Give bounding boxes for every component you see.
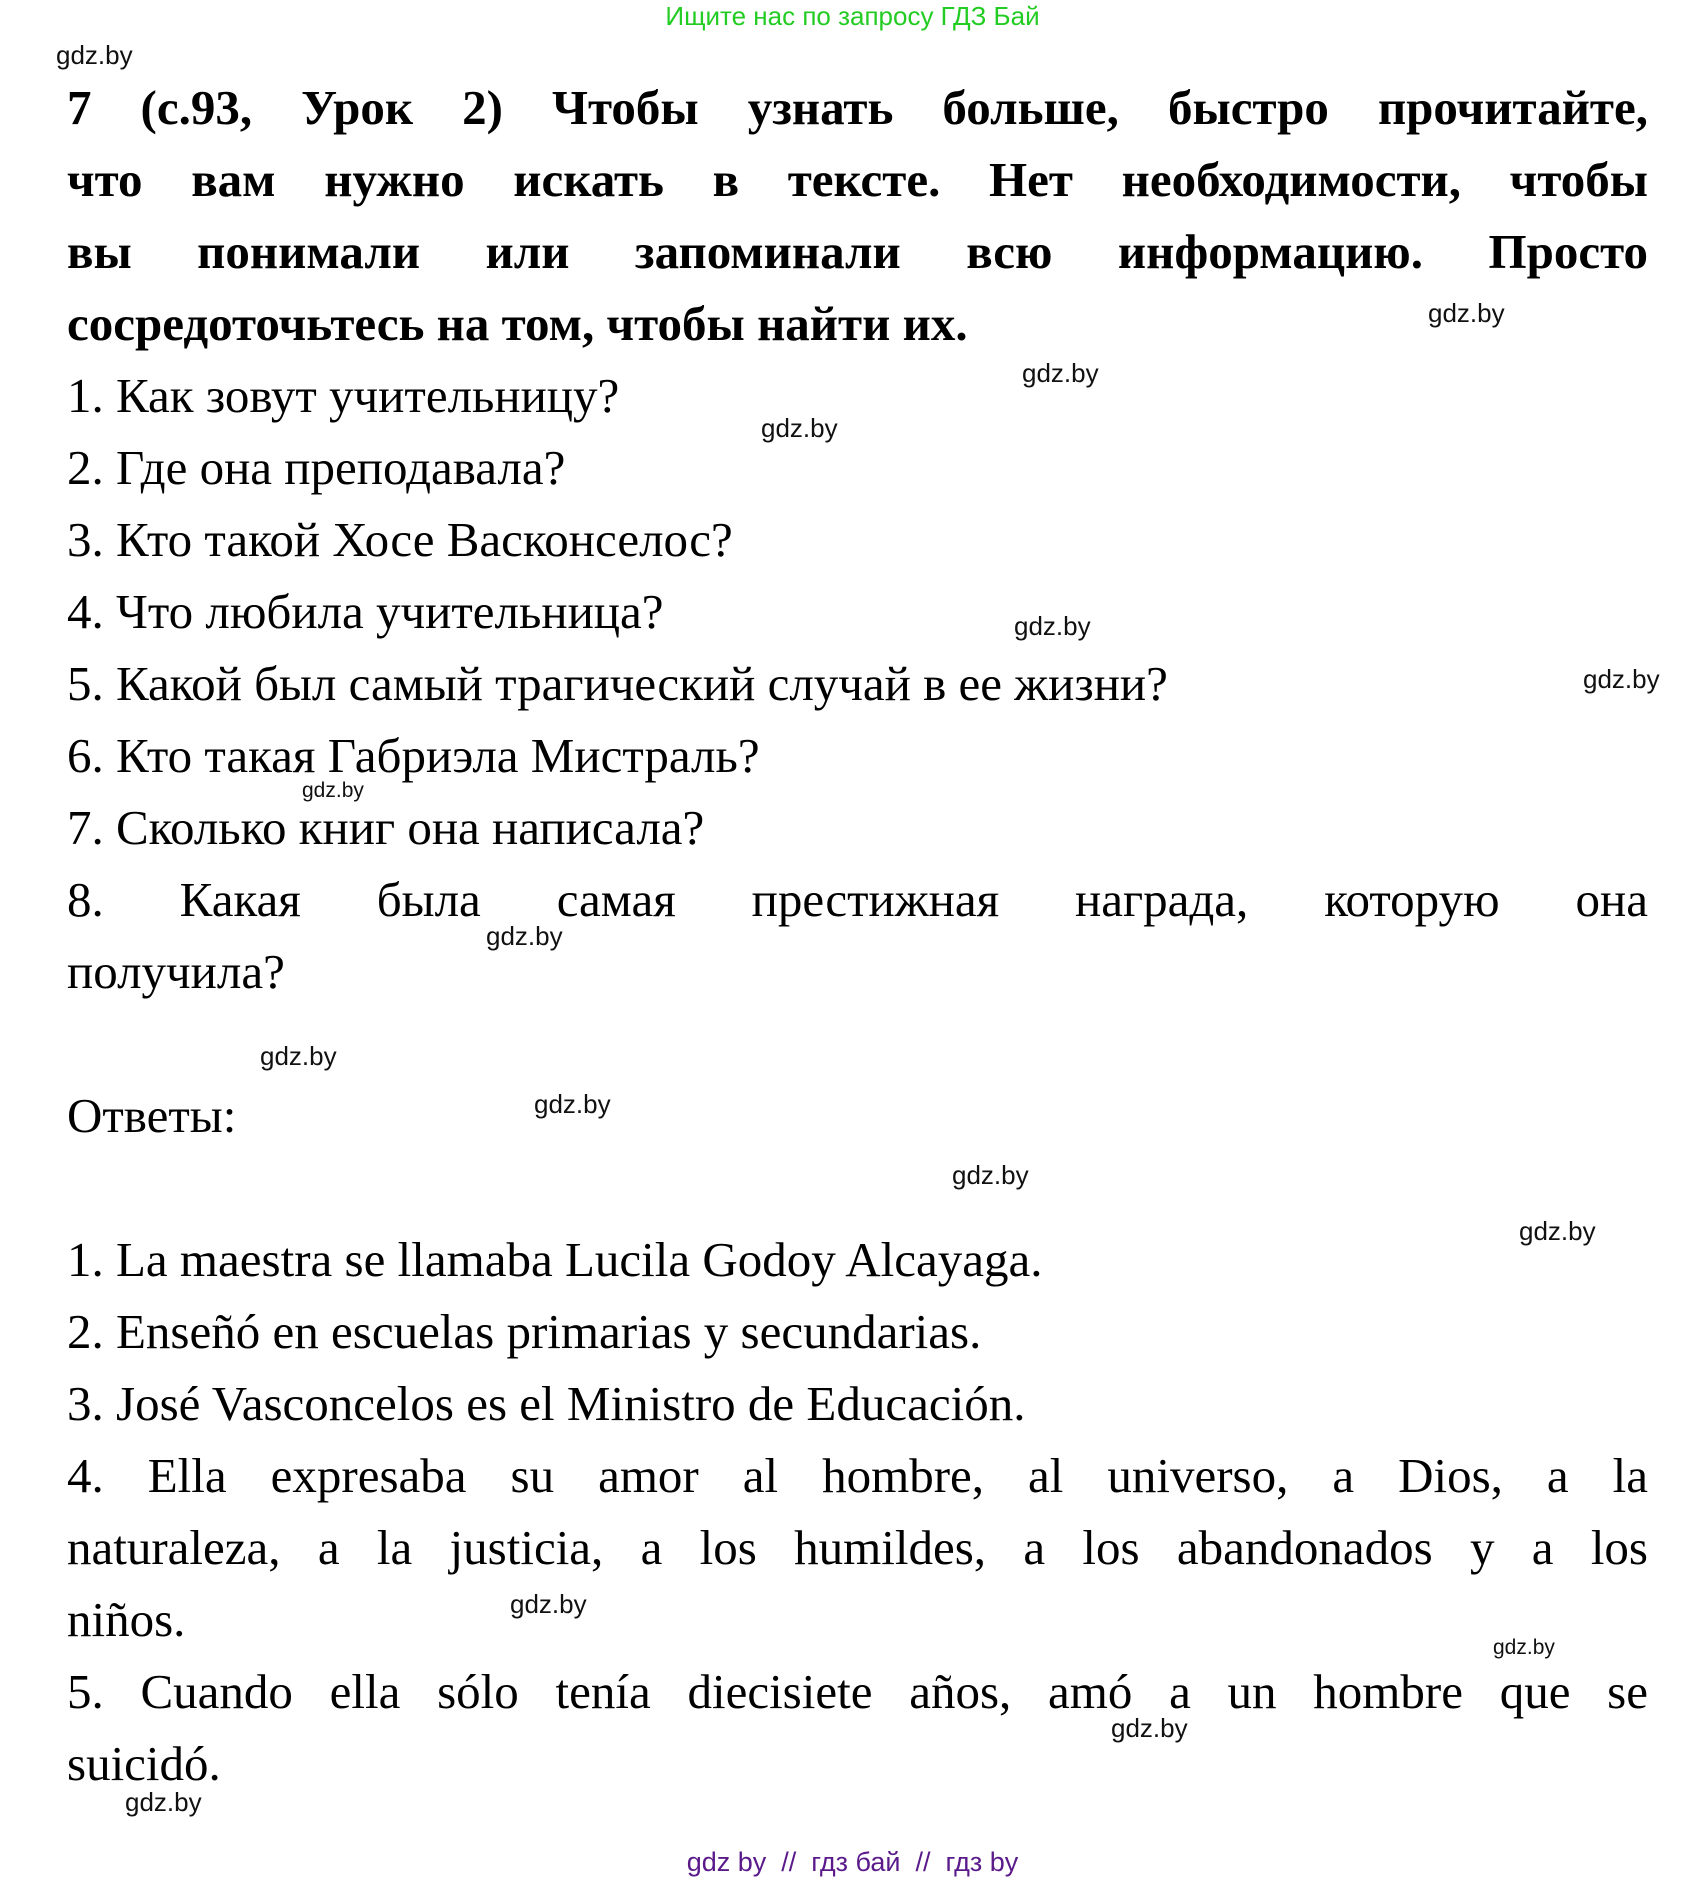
watermark: gdz.by — [1428, 298, 1505, 328]
answer: naturaleza, a la justicia, a los humildes, a los abandonados y a los — [67, 1520, 1648, 1575]
watermark: gdz.by — [1111, 1713, 1188, 1743]
answer: suicidó. — [67, 1736, 221, 1791]
question: 7. Сколько книг она написала? — [67, 800, 705, 855]
watermark: gdz.by — [302, 779, 364, 802]
task-line: сосредоточьтесь на том, чтобы найти их. — [67, 296, 968, 351]
watermark: gdz.by — [1014, 611, 1091, 641]
question: 2. Где она преподавала? — [67, 440, 566, 495]
watermark: gdz.by — [952, 1160, 1029, 1190]
question: 4. Что любила учительница? — [67, 584, 664, 639]
answer: niños. — [67, 1592, 186, 1647]
watermark: gdz.by — [534, 1089, 611, 1119]
bottom-banner: gdz by // гдз бай // гдз by — [686, 1847, 1019, 1877]
watermark: gdz.by — [1519, 1216, 1596, 1246]
watermark: gdz.by — [510, 1589, 587, 1619]
question: 1. Как зовут учительницу? — [67, 368, 620, 423]
answer: 5. Cuando ella sólo tenía diecisiete años, amó a un hombre que se — [67, 1664, 1648, 1719]
task-line: 7 (с.93, Урок 2) Чтобы узнать больше, быстро прочитайте, — [67, 80, 1648, 135]
watermark: gdz.by — [260, 1041, 337, 1071]
watermark: gdz.by — [1493, 1636, 1555, 1659]
question: 8. Какая была самая престижная награда, которую она — [67, 872, 1648, 927]
watermark: gdz.by — [486, 921, 563, 951]
watermark: gdz.by — [1022, 358, 1099, 388]
question: получила? — [67, 944, 285, 999]
top-banner: Ищите нас по запросу ГДЗ Бай — [665, 1, 1040, 31]
task-line: что вам нужно искать в тексте. Нет необходимости, чтобы — [67, 152, 1648, 207]
task-line: вы понимали или запоминали всю информацию. Просто — [67, 224, 1648, 279]
question: 5. Какой был самый трагический случай в ее жизни? — [67, 656, 1168, 711]
answer: 3. José Vasconcelos es el Ministro de Educación. — [67, 1376, 1026, 1431]
question: 6. Кто такая Габриэла Мистраль? — [67, 728, 760, 783]
answers-heading: Ответы: — [67, 1088, 237, 1143]
answer: 2. Enseñó en escuelas primarias y secundarias. — [67, 1304, 982, 1359]
watermark: gdz.by — [56, 40, 133, 70]
watermark: gdz.by — [1583, 664, 1660, 694]
question: 3. Кто такой Хосе Васконселос? — [67, 512, 733, 567]
answer: 4. Ella expresaba su amor al hombre, al universo, a Dios, a la — [67, 1448, 1648, 1503]
watermark: gdz.by — [761, 413, 838, 443]
answer: 1. La maestra se llamaba Lucila Godoy Alcayaga. — [67, 1232, 1043, 1287]
watermark: gdz.by — [125, 1787, 202, 1817]
